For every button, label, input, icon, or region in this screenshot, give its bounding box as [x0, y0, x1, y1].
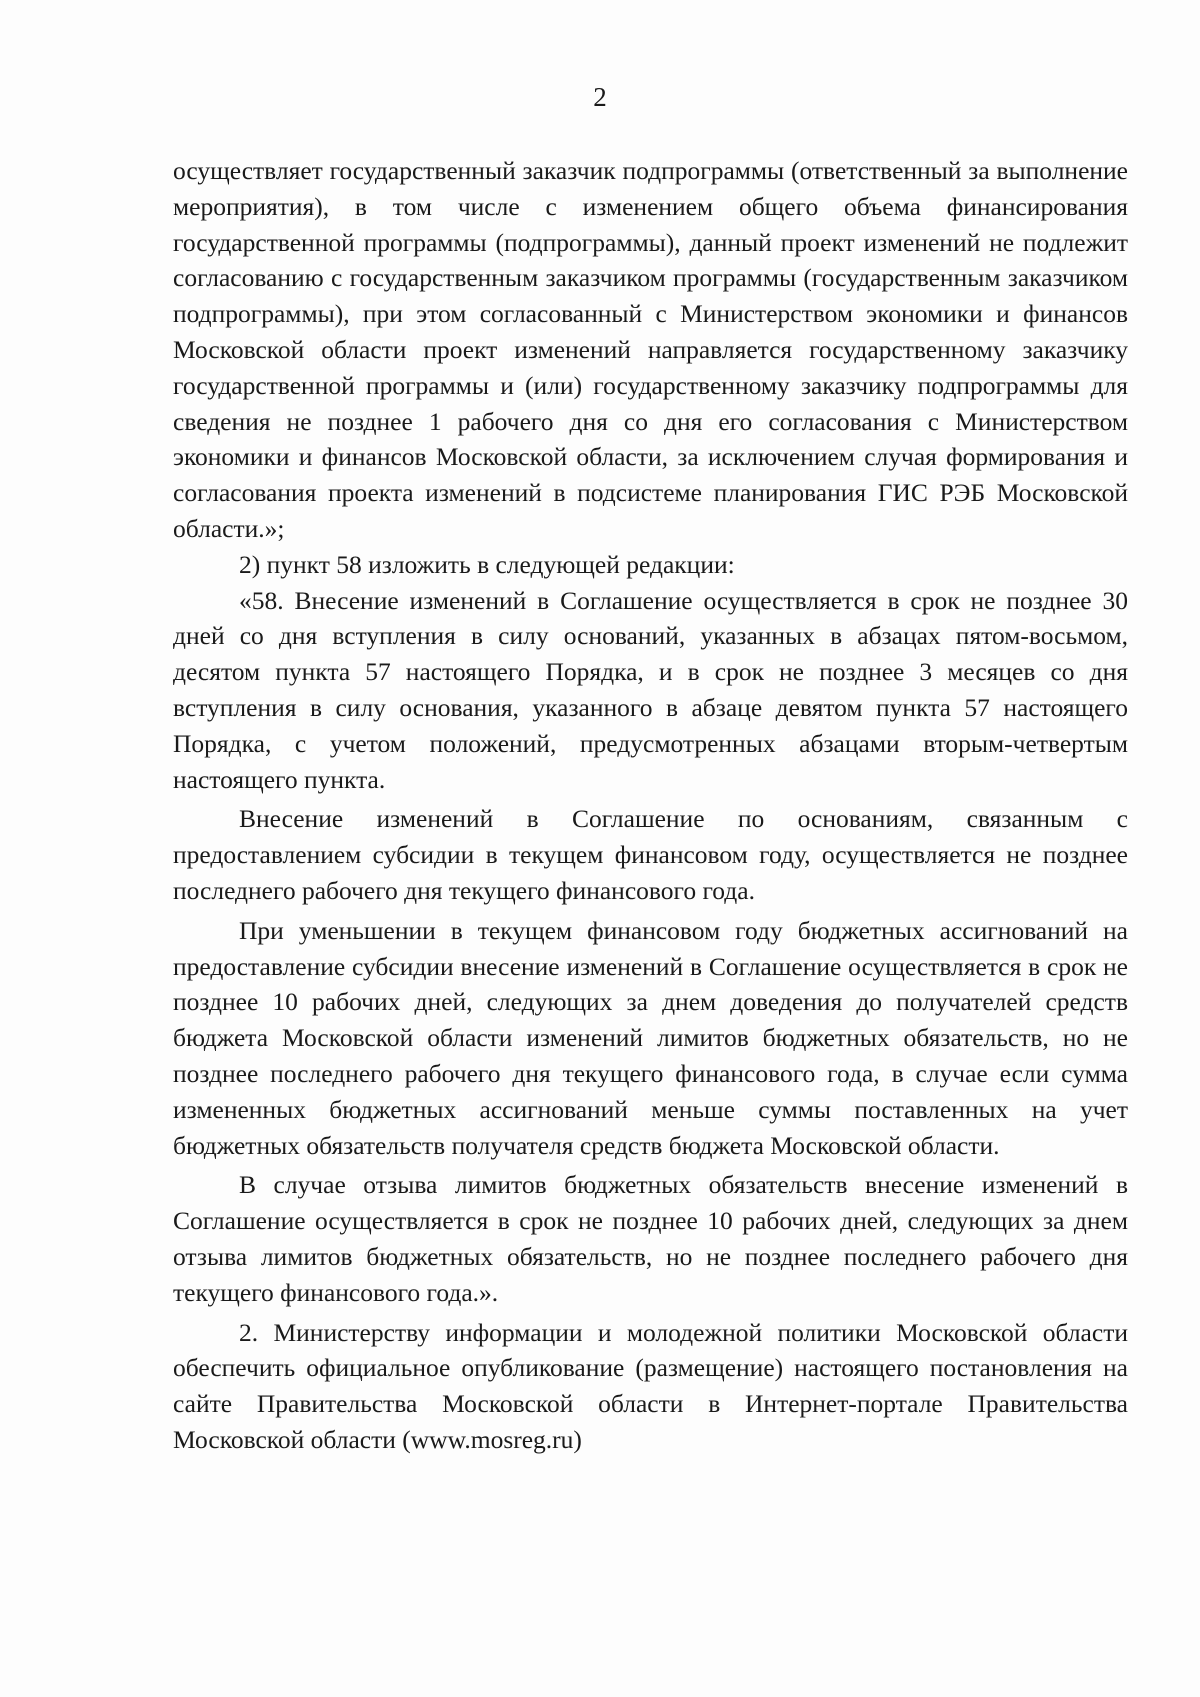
paragraph-publication: 2. Министерству информации и молодежной политики Московской области обеспечить официальное опубликование (размещение) настоящего постановления на сайте Правительства Московской области в Интернет-портале Правительства Московской области (www.mosreg.ru) [173, 1317, 1128, 1454]
paragraph-point-58: «58. Внесение изменений в Соглашение осуществляется в срок не позднее 30 дней со дня вступления в силу оснований, указанных в абзацах пятом-восьмом, десятом пункта 57 настоящего Порядка, и в срок не позднее 3 месяцев со дня вступления в силу основания, указанного в абзаце девятом пункта 57 настоящего Порядка, с учетом положений, предусмотренных абзацами вторым-четвертым настоящего пункта. [173, 585, 1128, 794]
paragraph-continuation: осуществляет государственный заказчик подпрограммы (ответственный за выполнение мероприятия), в том числе с изменением общего объема финансирования государственной программы (подпрограммы), данный проект изменений не подлежит согласованию с государственным заказчиком программы (государственным заказчиком подпрограммы), при этом согласованный с Министерством экономики и финансов Московской области проект изменений направляется государственному заказчику государственной программы и (или) государственному заказчику подпрограммы для сведения не позднее 1 рабочего дня со дня его согласования с Министерством экономики и финансов Московской области, за исключением случая формирования и согласования проекта изменений в подсистеме планирования ГИС РЭБ Московской области.»; [173, 156, 1128, 543]
page-number: 2 [593, 82, 607, 112]
document-body [173, 153, 1128, 1458]
paragraph-changes-subsidy: Внесение изменений в Соглашение по основаниям, связанным с предоставлением субсидии в текущем финансовом году, осуществляется не позднее последнего рабочего дня текущего финансового года. [173, 804, 1128, 905]
paragraph-limits-recall: В случае отзыва лимитов бюджетных обязательств внесение изменений в Соглашение осуществляется в срок не позднее 10 рабочих дней, следующих за днем отзыва лимитов бюджетных обязательств, но не позднее последнего рабочего дня текущего финансового года.». [173, 1170, 1128, 1307]
paragraph-budget-reduction: При уменьшении в текущем финансовом году бюджетных ассигнований на предоставление субсидии внесение изменений в Соглашение осуществляется в срок не позднее 10 рабочих дней, следующих за днем доведения до получателей средств бюджета Московской области изменений лимитов бюджетных обязательств, но не позднее последнего рабочего дня текущего финансового года, в случае если сумма измененных бюджетных ассигнований меньше суммы поставленных на учет бюджетных обязательств получателя средств бюджета Московской области. [173, 915, 1128, 1160]
paragraph-item-2: 2) пункт 58 изложить в следующей редакции: [239, 549, 735, 579]
